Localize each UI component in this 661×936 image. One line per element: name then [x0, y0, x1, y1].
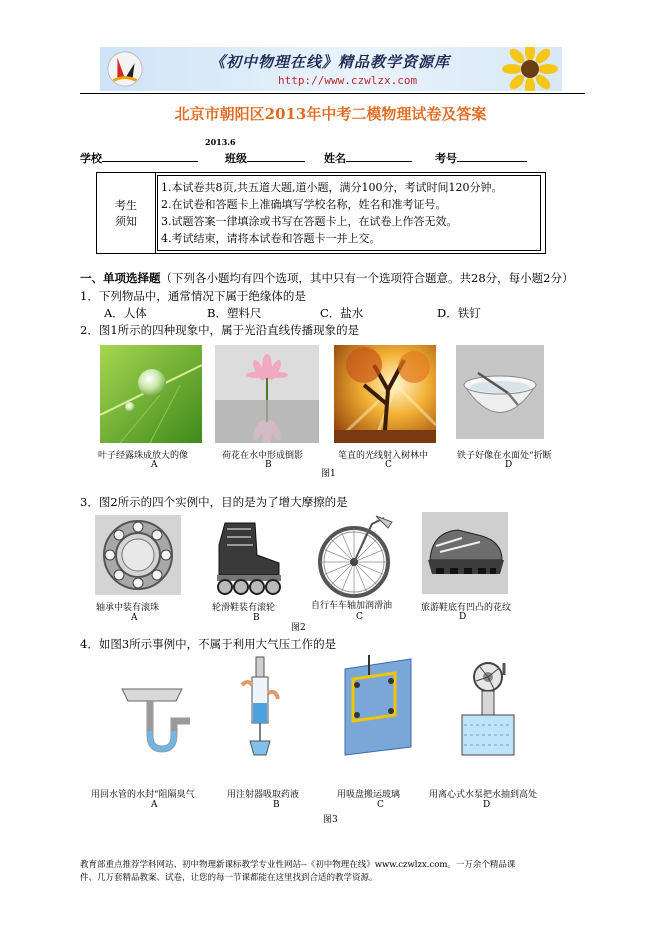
fig2-caption-a: 轴承中装有滚珠	[96, 603, 160, 613]
header-banner	[100, 47, 562, 91]
name-blank[interactable]	[346, 150, 412, 162]
banner-url[interactable]: http://www.czwlzx.com	[278, 74, 418, 87]
fig2-caption-c: 自行车车轴加润滑油	[311, 601, 393, 611]
fig1-caption-b: 荷花在水中形成倒影	[222, 451, 304, 461]
fig3-caption-d: 用离心式水泵把水抽到高处	[429, 790, 538, 800]
notice-box	[96, 172, 546, 254]
section-desc: （下列各小题均有四个选项，其中只有一个选项符合题意。共28分，每小题2分）	[160, 271, 574, 285]
fig1-letter-b: B	[265, 460, 272, 470]
fig1-letter-c: C	[385, 460, 392, 470]
fig1-letter-a: A	[151, 460, 158, 470]
bowl-spoon-image	[456, 345, 544, 439]
name-label: 姓名	[324, 152, 346, 165]
paper-date: 2013.6	[205, 137, 236, 147]
fig3-letter-d: D	[483, 800, 491, 810]
fig2-letter-d: D	[459, 612, 467, 622]
banner-brand: 《初中物理在线》精品教学资源库	[210, 53, 451, 71]
sneaker-sole-image	[422, 512, 508, 594]
site-logo-icon	[106, 50, 144, 88]
exam-no-label: 考号	[435, 152, 457, 165]
fig2-caption-b: 轮滑鞋装有滚轮	[212, 603, 276, 613]
notice-items	[157, 175, 541, 251]
fig1-label: 图1	[321, 469, 336, 479]
question-4: 4．如图3所示事例中，不属于利用大气压工作的是	[80, 637, 337, 651]
fig3-caption-c: 用吸盘搬运玻璃	[337, 790, 401, 800]
sunflower-icon	[502, 47, 558, 91]
paper-title: 北京市朝阳区2013年中考二模物理试卷及答案	[174, 105, 487, 123]
fig1-caption-d: 铁子好像在水面处“折断	[457, 451, 552, 461]
banner-rule	[80, 93, 585, 94]
school-blank[interactable]	[102, 150, 198, 162]
q1-option-a[interactable]: A．人体	[104, 306, 147, 320]
notice-item: 2.在试卷和答题卡上准确填写学校名称，姓名和准考证号。	[161, 198, 447, 211]
section-heading	[80, 270, 573, 286]
footer-line-2: 件、几万套精品教案、试卷，让您的每一节课都能在这里找到合适的教学资源。	[80, 873, 378, 883]
class-label: 班级	[225, 152, 247, 165]
notice-item: 3.试题答案一律填涂或书写在答题卡上，在试卷上作答无效。	[161, 215, 458, 228]
class-blank[interactable]	[247, 150, 305, 162]
notice-label-line2: 须知	[115, 215, 137, 228]
fig2-letter-c: C	[356, 612, 363, 622]
fig3-caption-b: 用注射器吸取药液	[227, 790, 300, 800]
notice-label-line1: 考生	[115, 199, 137, 212]
question-2: 2．图1所示的四种现象中，属于光沿直线传播现象的是	[80, 323, 360, 337]
leaf-dewdrop-image	[100, 345, 202, 443]
fig3-letter-a: A	[151, 800, 158, 810]
info-exam-no	[435, 150, 527, 166]
fig2-letter-a: A	[131, 613, 138, 623]
notice-item: 4.考试结束，请将本试卷和答题卡一并上交。	[161, 232, 381, 245]
fig2-label: 图2	[291, 623, 306, 633]
q1-option-b[interactable]: B．塑料尺	[207, 306, 262, 320]
fig2-caption-d: 旅游鞋底有凹凸的花纹	[421, 603, 512, 613]
question-3: 3．图2所示的四个实例中，目的是为了增大摩擦的是	[80, 495, 348, 509]
q1-option-d[interactable]: D．铁钉	[437, 306, 481, 320]
bicycle-wheel-image	[314, 512, 400, 602]
forest-sunrays-image	[334, 345, 436, 443]
notice-item: 1.本试卷共8页,共五道大题,道小题，满分100分，考试时间120分钟。	[161, 181, 503, 194]
fig3-letter-c: C	[377, 800, 384, 810]
info-school	[80, 150, 198, 166]
suction-glass-lifter-image	[339, 655, 416, 757]
info-class	[225, 150, 305, 166]
exam-no-blank[interactable]	[457, 150, 527, 162]
roller-skate-image	[205, 515, 290, 597]
fig2-letter-b: B	[253, 613, 260, 623]
fig1-caption-c: 笔直的光线射入树林中	[338, 451, 429, 461]
question-1: 1．下列物品中，通常情况下属于绝缘体的是	[80, 289, 306, 303]
ball-bearing-image	[95, 515, 181, 595]
footer-line-1: 教育部重点推荐学科网站、初中物理新课标教学专业性网站--《初中物理在线》www.czwlzx.com。一万余个精品课	[80, 860, 516, 870]
info-name	[324, 150, 412, 166]
fig3-letter-b: B	[273, 800, 280, 810]
notice-label-cell	[97, 173, 156, 253]
q1-option-c[interactable]: C．盐水	[320, 306, 364, 320]
fig3-label: 图3	[323, 815, 338, 825]
fig1-caption-a: 叶子经露珠成放大的像	[98, 451, 189, 461]
lotus-reflection-image	[215, 345, 319, 443]
fig3-caption-a: 用回水管的水封“阻隔臭气	[91, 790, 195, 800]
syringe-image	[240, 655, 280, 757]
section-title: 一、单项选择题	[80, 271, 161, 285]
fig1-letter-d: D	[505, 460, 513, 470]
centrifugal-pump-image	[452, 655, 522, 757]
school-label: 学校	[80, 152, 102, 165]
sink-drain-trap-image	[120, 685, 195, 757]
